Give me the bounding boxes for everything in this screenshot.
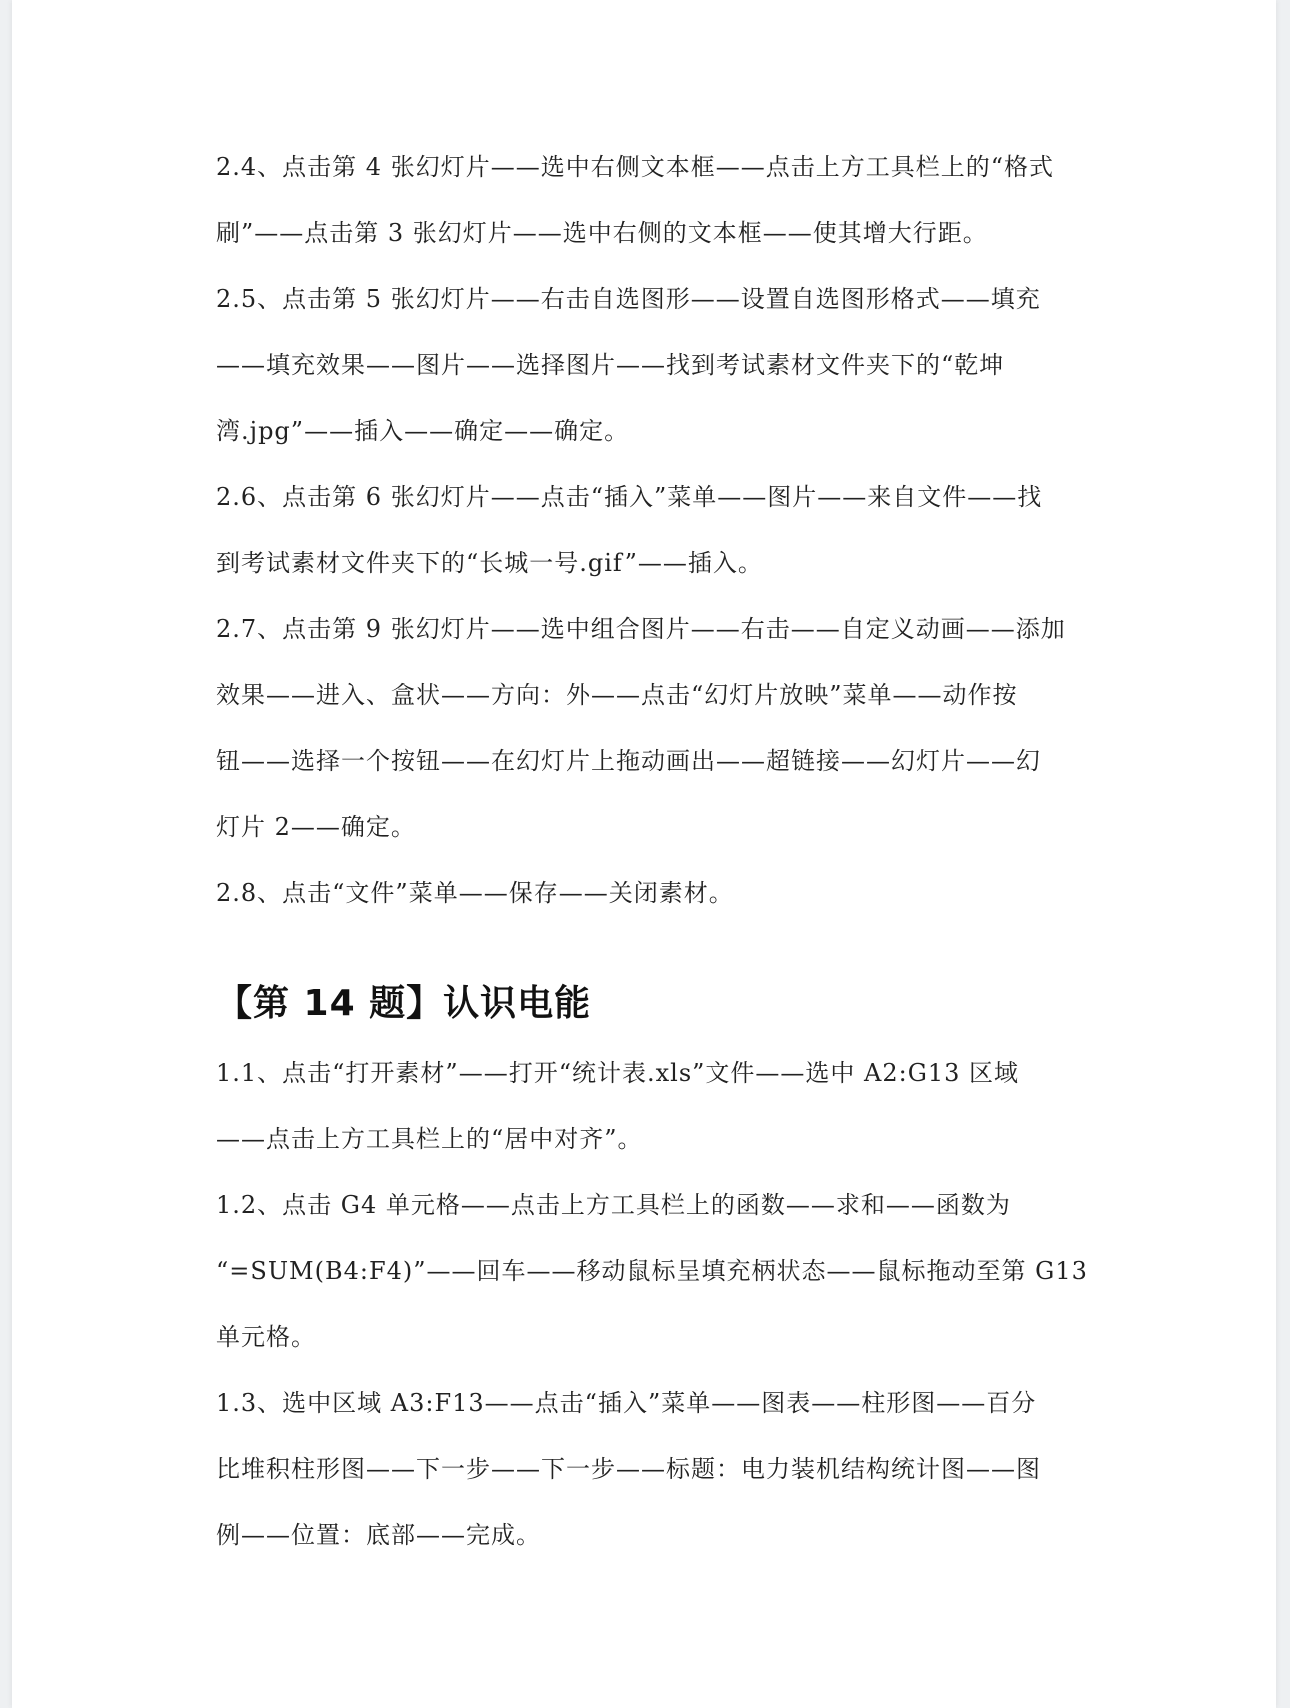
text-line: ——填充效果——图片——选择图片——找到考试素材文件夹下的“乾坤 [216,351,1005,379]
text-line: 1.3、选中区域 A3:F13——点击“插入”菜单——图表——柱形图——百分 [216,1389,1037,1417]
text-line: 2.8、点击“文件”菜单——保存——关闭素材。 [216,879,734,907]
document-content [216,134,1096,1568]
text-line: 1.2、点击 G4 单元格——点击上方工具栏上的函数——求和——函数为 [216,1191,1011,1219]
text-line: 刷”——点击第 3 张幻灯片——选中右侧的文本框——使其增大行距。 [216,219,988,247]
text-line: 2.6、点击第 6 张幻灯片——点击“插入”菜单——图片——来自文件——找 [216,483,1043,511]
section-heading: 【第 14 题】认识电能 [216,983,592,1024]
document-page [12,0,1276,1708]
text-line: 比堆积柱形图——下一步——下一步——标题：电力装机结构统计图——图 [216,1455,1041,1483]
text-line: 灯片 2——确定。 [216,813,416,841]
text-line: 2.4、点击第 4 张幻灯片——选中右侧文本框——点击上方工具栏上的“格式 [216,153,1054,181]
section-spacer [216,926,1096,978]
text-line: 2.5、点击第 5 张幻灯片——右击自选图形——设置自选图形格式——填充 [216,285,1041,313]
text-line: 效果——进入、盒状——方向：外——点击“幻灯片放映”菜单——动作按 [216,681,1018,709]
text-line: 到考试素材文件夹下的“长城一号.gif”——插入。 [216,549,763,577]
text-line: “=SUM(B4:F4)”——回车——移动鼠标呈填充柄状态——鼠标拖动至第 G13 [216,1257,1088,1285]
text-line: 湾.jpg”——插入——确定——确定。 [216,417,630,445]
text-line: 钮——选择一个按钮——在幻灯片上拖动画出——超链接——幻灯片——幻 [216,747,1041,775]
text-line: 例——位置：底部——完成。 [216,1521,541,1549]
text-line: ——点击上方工具栏上的“居中对齐”。 [216,1125,643,1153]
text-line: 2.7、点击第 9 张幻灯片——选中组合图片——右击——自定义动画——添加 [216,615,1066,643]
text-line: 1.1、点击“打开素材”——打开“统计表.xls”文件——选中 A2:G13 区域 [216,1059,1020,1087]
text-line: 单元格。 [216,1323,316,1351]
